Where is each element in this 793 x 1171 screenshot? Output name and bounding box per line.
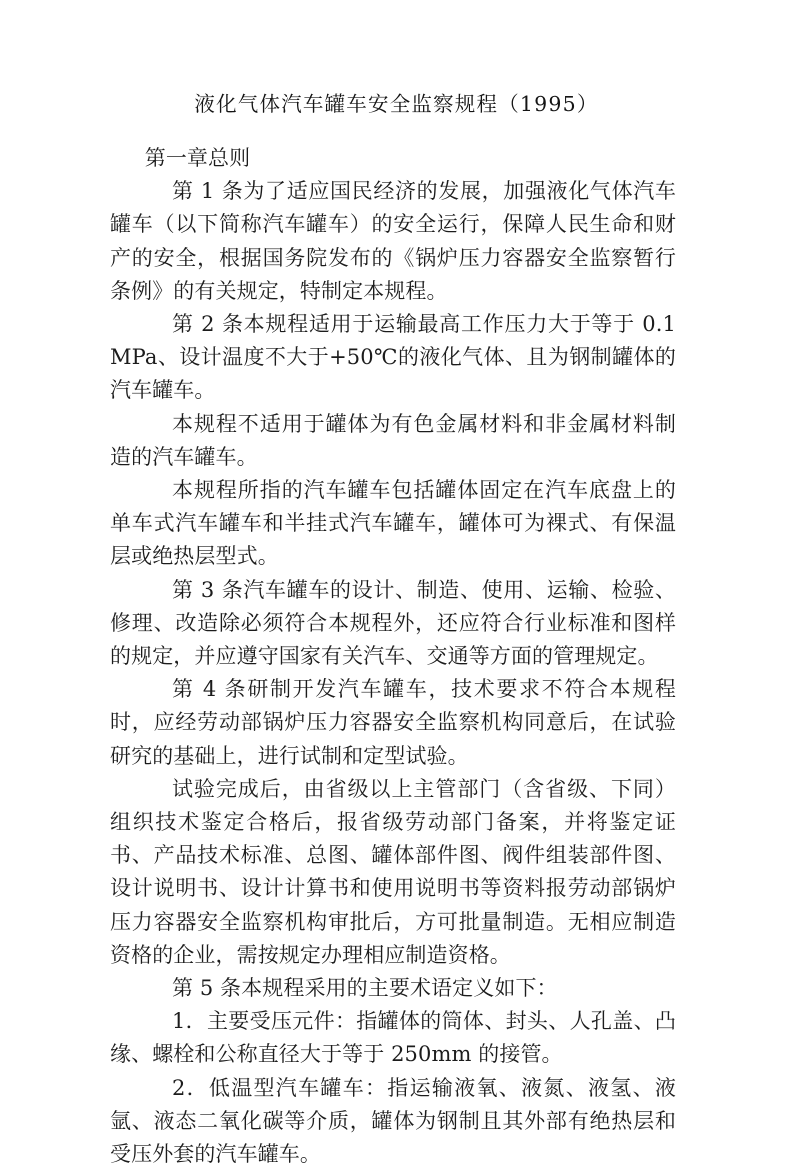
article-1-paragraph: 第 1 条为了适应国民经济的发展，加强液化气体汽车罐车（以下简称汽车罐车）的安全运行，保障人民生命和财产的安全，根据国务院发布的《锅炉压力容器安全监察暂行条例》的有关规定，特制定本规程。 bbox=[110, 179, 676, 303]
article-2-scope-paragraph: 本规程所指的汽车罐车包括罐体固定在汽车底盘上的单车式汽车罐车和半挂式汽车罐车，罐体可为裸式、有保温层或绝热层型式。 bbox=[110, 478, 676, 569]
definition-item-1: 1．主要受压元件：指罐体的筒体、封头、人孔盖、凸缘、螺栓和公称直径大于等于 250mm 的接管。 bbox=[110, 1009, 676, 1067]
article-3-paragraph: 第 3 条汽车罐车的设计、制造、使用、运输、检验、修理、改造除必须符合本规程外，还应符合行业标准和图样的规定，并应遵守国家有关汽车、交通等方面的管理规定。 bbox=[110, 577, 676, 669]
document-title: 液化气体汽车罐车安全监察规程（1995） bbox=[194, 92, 599, 116]
definition-item-2: 2．低温型汽车罐车：指运输液氧、液氮、液氢、液氩、液态二氧化碳等介质，罐体为钢制且其外部有绝热层和受压外套的汽车罐车。 bbox=[110, 1075, 676, 1167]
article-4-followup-paragraph: 试验完成后，由省级以上主管部门（含省级、下同）组织技术鉴定合格后，报省级劳动部门备案，并将鉴定证书、产品技术标准、总图、罐体部件图、阀件组装部件图、设计说明书、设计计算书和使用说明书等资料报劳动部锅炉压力容器安全监察机构审批后，方可批量制造。无相应制造资格的企业，需按规定办理相应制造资格。 bbox=[110, 776, 676, 967]
article-2-paragraph: 第 2 条本规程适用于运输最高工作压力大于等于 0.1MPa、设计温度不大于+50℃的液化气体、且为钢制罐体的汽车罐车。 bbox=[110, 312, 676, 403]
article-4-paragraph: 第 4 条研制开发汽车罐车，技术要求不符合本规程时，应经劳动部锅炉压力容器安全监察机构同意后，在试验研究的基础上，进行试制和定型试验。 bbox=[110, 677, 676, 768]
article-2-exclusion-paragraph: 本规程不适用于罐体为有色金属材料和非金属材料制造的汽车罐车。 bbox=[110, 411, 676, 469]
chapter-heading: 第一章总则 bbox=[144, 146, 251, 170]
article-5-paragraph: 第 5 条本规程采用的主要术语定义如下： bbox=[171, 976, 558, 1001]
document-body bbox=[110, 142, 676, 1171]
